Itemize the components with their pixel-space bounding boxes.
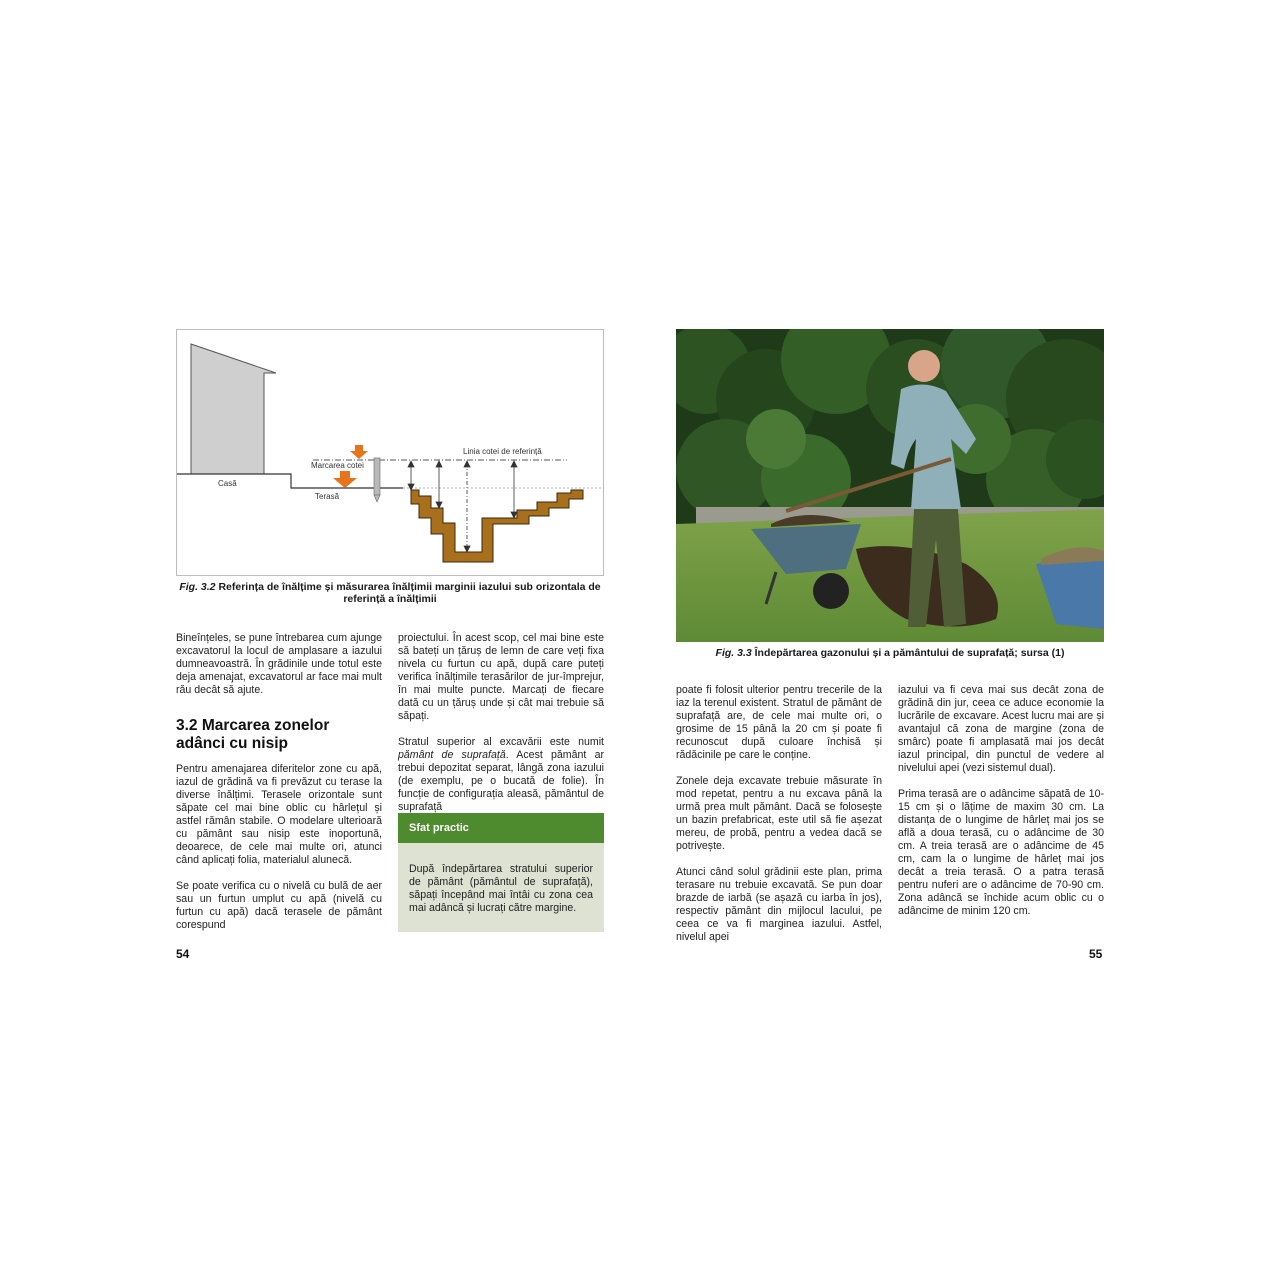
terrace-label: Terasă xyxy=(315,492,340,501)
paragraph: Bineînțeles, se pune întrebarea cum ajunge excavatorul la locul de amplasare a iazului dumneavoastră. În grădinile unde totul este deja amenajat, excavatorul ar face mai mult rău decât să ajute. xyxy=(176,632,382,696)
paragraph: poate fi folosit ulterior pentru trecerile de la iaz la terenul existent. Stratul de pământ de suprafață are, de cele mai multe ori, o grosime de 15 până la 20 cm și poate fi recunoscut după culoare închisă și rădăcinile pe care le conține. xyxy=(676,684,882,761)
page-number-right: 55 xyxy=(1089,947,1103,961)
tip-body: După îndepărtarea stratului superior de pământ (pământul de suprafață), săpați începând mai întâi cu zona cea mai adâncă și lucrați către margine. xyxy=(409,863,593,914)
marking-arrow-bottom xyxy=(333,471,357,488)
house-shape xyxy=(191,344,276,474)
left-column-2 xyxy=(398,632,604,814)
ground-line xyxy=(177,474,403,488)
paragraph: Atunci când solul grădinii este plan, prima terasare nu trebuie excavată. Se pun doar brazde de iarbă (se așază cu iarba în jos), respectiv pământ din mijlocul lacului, pe ceea ce va fi marginea iazului. Astfel, nivelul apei xyxy=(676,866,882,943)
right-column-1 xyxy=(676,684,882,944)
marking-label: Marcarea cotei xyxy=(311,461,364,470)
text-run: Stratul superior al excavării este numit xyxy=(398,736,604,748)
marking-arrow-top xyxy=(350,445,368,459)
paragraph: Prima terasă are o adâncime săpată de 10-15 cm și o lățime de maxim 30 cm. La distanța de o lungime de hârleț mai jos se află a doua terasă, cu o adâncime de 30 cm. A treia terasă are o adâncime de 45 cm, cam la o lungime de hârleț mai jos decât a treia terasă. O a patra terasă pentru nuferi are o adâncime de 70-90 cm. Zona adâncă se închide acum oblic cu o adâncime de minim 120 cm. xyxy=(898,788,1104,917)
pond-cross-section xyxy=(411,490,583,562)
figure-3-3-caption xyxy=(676,647,1104,659)
page-number-left: 54 xyxy=(176,947,190,961)
paragraph: iazului va fi ceva mai sus decât zona de grădină din jur, ceea ce aduce economie la lucrările de excavare. Acest lucru mai are și avantajul că zona de margine (zona de smârc) poate fi amplasată mai jos decât iazul principal, din punctul de vedere al nivelului apei (vezi sistemul dual). xyxy=(898,684,1104,774)
stake-tip xyxy=(374,495,380,502)
practical-tip-box xyxy=(398,813,604,932)
caption-figure-number: Fig. 3.3 xyxy=(715,647,752,659)
emphasis-term: pământ de suprafață xyxy=(398,749,506,761)
figure-3-2-caption xyxy=(176,581,604,605)
paragraph: proiectului. În acest scop, cel mai bine este să bateți un țăruș de lemn de care veți fixa nivela cu furtun cu apă, după care puteți verifica înălțimile terasărilor de jur-împrejur, în mai multe puncte. Marcați de fiecare dată cu un țăruș unde și cât mai trebuie să săpați. xyxy=(398,632,604,722)
section-heading: 3.2 Marcarea zonelor adânci cu nisip xyxy=(176,717,330,752)
reference-line-label: Linia cotei de referință xyxy=(463,447,542,456)
paragraph xyxy=(398,736,604,814)
paragraph: Zonele deja excavate trebuie măsurate în mod repetat, pentru a nu excava până la urmă prea mult pământ. Dacă se folosește un bazin prefabricat, este util să fie așezat mereu, de probă, pentru a vedea dacă se potrivește. xyxy=(676,775,882,852)
figure-3-3-photo xyxy=(676,329,1104,642)
paragraph: Pentru amenajarea diferitelor zone cu apă, iazul de grădină va fi prevăzut cu terase la diverse înălțimi. Terasele orizontale sunt săpate cel mai bine oblic cu hârlețul și astfel rămân stabile. O modelare ulterioară cu pământ sau nisip este inoportună, deoarece, de cele mai multe ori, atunci când aplicați folia, materialul alunecă. xyxy=(176,763,382,866)
paragraph: Se poate verifica cu o nivelă cu bulă de aer sau un furtun umplut cu apă (nivelă cu furtun cu apă) dacă terasele de pământ corespund xyxy=(176,880,382,931)
left-column-1 xyxy=(176,632,382,932)
house-label: Casă xyxy=(218,479,237,488)
text-run: . Acest pământ ar trebui depozitat separat, lângă zona iazului (de exemplu, pe o bucată de folie). În funcție de configurația aleasă, pământul de suprafață xyxy=(398,749,604,813)
wooden-stake xyxy=(374,458,380,495)
caption-text: Îndepărtarea gazonului și a pământului de suprafață; sursa (1) xyxy=(751,647,1065,659)
garden-photo-illustration xyxy=(676,329,1104,642)
tip-title: Sfat practic xyxy=(398,813,604,843)
figure-3-2-diagram xyxy=(176,329,604,576)
caption-text: Referința de înălțime și măsurarea înălțimii marginii iazului sub orizontala de referință a înălțimii xyxy=(215,581,601,605)
caption-figure-number: Fig. 3.2 xyxy=(179,581,216,593)
right-column-2 xyxy=(898,684,1104,918)
pond-height-diagram xyxy=(177,330,603,575)
